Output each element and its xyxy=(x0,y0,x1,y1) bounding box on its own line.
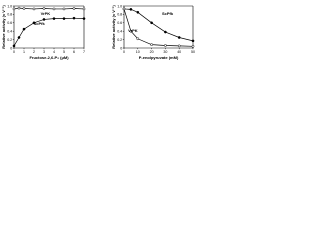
chart-panel-2 xyxy=(111,4,195,60)
chart-panel-1 xyxy=(1,4,85,60)
x-tick-label: 7 xyxy=(83,50,85,54)
data-point xyxy=(63,18,65,20)
data-point xyxy=(178,45,180,47)
y-tick-label: 0.2 xyxy=(117,37,123,42)
x-tick-label: 30 xyxy=(163,50,168,54)
x-tick-label: 5 xyxy=(63,50,65,54)
x-tick-label: 0 xyxy=(13,50,15,54)
series-scpfk xyxy=(123,8,194,42)
data-point xyxy=(164,44,166,46)
series-label-scpfk: ScPfk xyxy=(161,11,174,17)
data-point xyxy=(137,11,139,13)
y-tick-label: 1.0 xyxy=(117,4,123,9)
series-vrpk xyxy=(13,7,85,16)
y-tick-label: 0.2 xyxy=(7,37,13,42)
x-tick-label: 6 xyxy=(73,50,75,54)
y-tick-label: 0.6 xyxy=(117,21,123,26)
data-point xyxy=(178,36,180,38)
y-axis-title: Relative activity (v V⁻¹) xyxy=(111,5,116,49)
x-tick-label: 10 xyxy=(135,50,140,54)
data-point xyxy=(83,18,85,20)
data-point xyxy=(18,36,20,38)
series-label-vrpk: VrPK xyxy=(128,27,138,33)
data-point xyxy=(53,8,55,10)
x-axis-title: Fructose-2,6-P₂ (μM) xyxy=(29,55,69,60)
data-point xyxy=(192,45,194,47)
x-tick-label: 0 xyxy=(123,50,125,54)
data-point xyxy=(33,8,35,10)
x-tick-label: 3 xyxy=(43,50,45,54)
data-point xyxy=(23,28,25,30)
data-point xyxy=(53,18,55,20)
x-tick-label: 40 xyxy=(177,50,182,54)
series-label-scpfk: ScPfk xyxy=(33,21,45,27)
y-tick-label: 0.8 xyxy=(7,12,13,17)
data-point xyxy=(73,7,75,9)
x-tick-label: 1 xyxy=(23,50,25,54)
data-point xyxy=(13,8,15,10)
data-point xyxy=(63,8,65,10)
y-axis-title: Relative activity (v V⁻¹) xyxy=(1,5,6,49)
y-tick-label: 0.6 xyxy=(7,21,13,26)
data-point xyxy=(83,8,85,10)
series-scpfk xyxy=(13,17,85,47)
x-tick-label: 50 xyxy=(191,50,195,54)
x-tick-label: 20 xyxy=(149,50,154,54)
data-point xyxy=(164,31,166,33)
y-tick-label: 0.8 xyxy=(117,12,123,17)
figure-panels xyxy=(0,0,200,71)
data-point xyxy=(123,8,125,10)
data-point xyxy=(192,40,194,42)
data-point xyxy=(130,8,132,10)
data-point xyxy=(18,7,20,9)
series-curve xyxy=(124,9,193,41)
data-point xyxy=(13,45,15,47)
series-label-vrpk: VrPK xyxy=(40,11,51,17)
x-tick-label: 4 xyxy=(53,50,55,54)
data-point xyxy=(73,17,75,19)
y-tick-label: 0 xyxy=(120,46,123,51)
y-tick-label: 0 xyxy=(10,46,13,51)
x-axis-title: P-enolpyruvate (mM) xyxy=(138,55,179,60)
data-point xyxy=(137,38,139,40)
y-tick-label: 0.4 xyxy=(7,29,13,34)
data-point xyxy=(151,22,153,24)
data-point xyxy=(23,7,25,9)
y-tick-label: 1.0 xyxy=(7,4,13,9)
series-curve xyxy=(14,18,84,46)
data-point xyxy=(151,44,153,46)
x-tick-label: 2 xyxy=(33,50,35,54)
y-tick-label: 0.4 xyxy=(117,29,123,34)
data-point xyxy=(43,7,45,9)
